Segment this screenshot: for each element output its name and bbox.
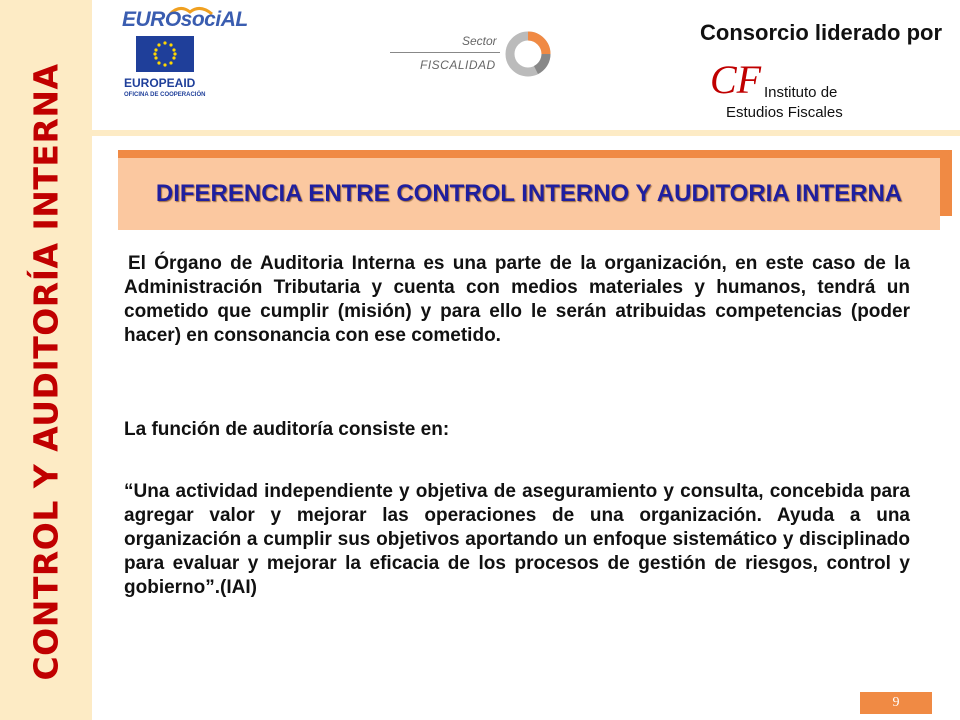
sector-divider — [390, 52, 500, 53]
ief-logo — [706, 54, 864, 126]
ief-cf-mark: CF — [710, 57, 762, 102]
sector-label: Sector — [462, 34, 497, 48]
ief-line-1: Instituto de — [764, 84, 838, 101]
paragraph-1: El Órgano de Auditoria Interna es una parte de la organización, en este caso de la Administración Tributaria y cuenta con medios materiales y humanos, tendrá un cometido que cumplir (misión) y para ello le serán atribuidas competencias (poder hacer) en consonancia con ese cometido. — [124, 253, 910, 346]
page-number: 9 — [860, 692, 932, 714]
consorcio-heading: Consorcio liderado por — [700, 20, 943, 45]
fiscalidad-label: FISCALIDAD — [420, 58, 496, 72]
eurosocial-wordmark: EUROsociAL — [122, 8, 248, 31]
paragraph-3: “Una actividad independiente y objetiva de aseguramiento y consulta, concebida para agregar valor y mejorar las operaciones de una organización. Ayuda a una organización a cumplir sus objetivos aportando un enfoque sistemático y disciplinado para evaluar y mejorar la eficacia de los procesos de gestión de riesgos, control y gobierno”.(IAI) — [124, 481, 910, 598]
sector-fiscalidad-logo — [390, 26, 560, 82]
eurosocial-logo — [116, 0, 248, 106]
paragraph-2: La función de auditoría consiste en: — [124, 419, 450, 440]
oficina-label: OFICINA DE COOPERACIÓN — [124, 92, 206, 98]
europeaid-label: EUROPEAID — [124, 76, 196, 90]
eu-flag-icon — [136, 36, 194, 72]
header-divider — [92, 130, 960, 136]
slide-title: DIFERENCIA ENTRE CONTROL INTERNO Y AUDITORIA INTERNA — [155, 180, 903, 207]
left-sidebar — [0, 0, 92, 720]
title-box — [118, 158, 940, 230]
vertical-title: CONTROL Y AUDITORÍA INTERNA — [26, 63, 66, 681]
ief-line-2: Estudios Fiscales — [726, 104, 843, 121]
ring-icon — [502, 28, 554, 80]
